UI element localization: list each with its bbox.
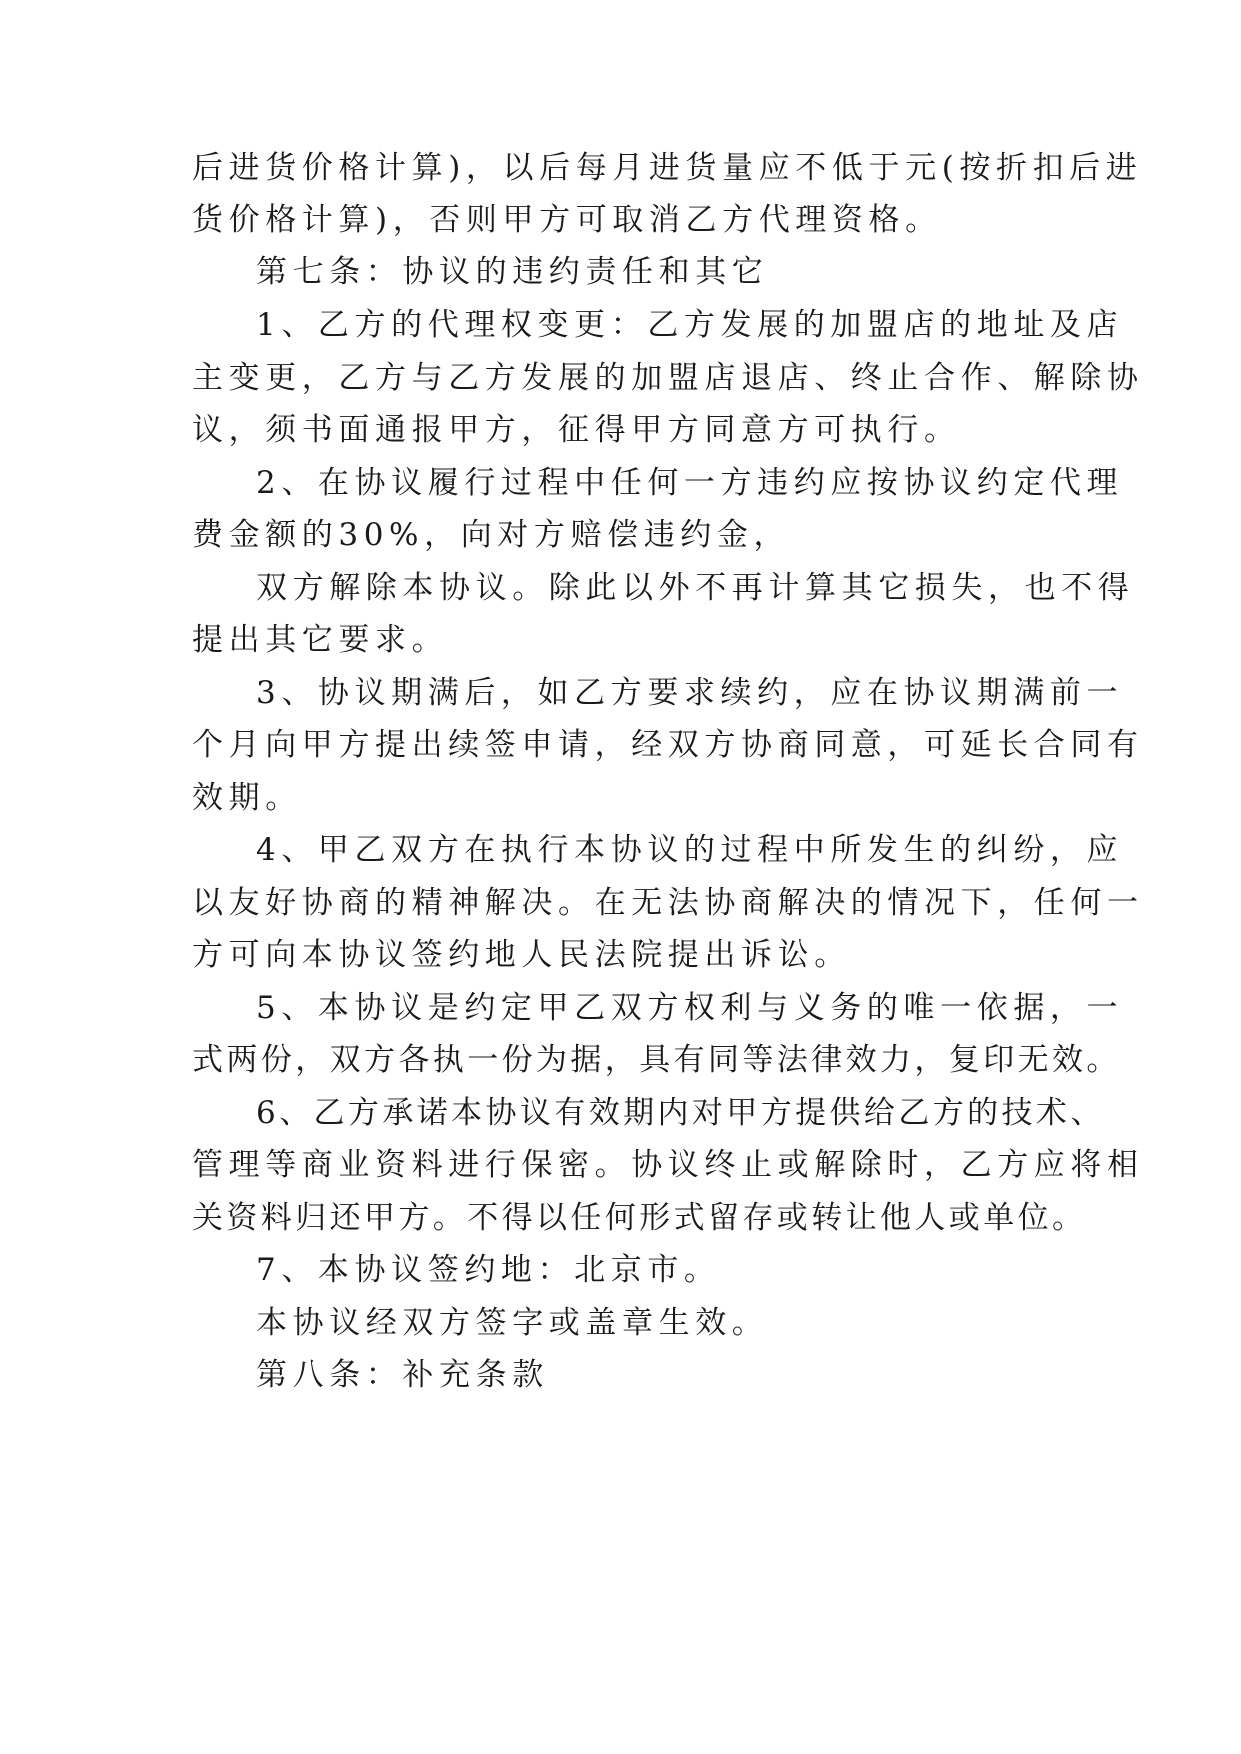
text-line: 6、乙方承诺本协议有效期内对甲方提供给乙方的技术、 bbox=[256, 1095, 1105, 1131]
text-line: 主变更，乙方与乙方发展的加盟店退店、终止合作、解除协 bbox=[192, 360, 1144, 396]
text-line: 个月向甲方提出续签申请，经双方协商同意，可延长合同有 bbox=[192, 727, 1144, 763]
text-line: 管理等商业资料进行保密。协议终止或解除时，乙方应将相 bbox=[192, 1147, 1144, 1183]
text-line: 方可向本协议签约地人民法院提出诉讼。 bbox=[192, 937, 851, 973]
text-line: 5、本协议是约定甲乙双方权利与义务的唯一依据，一 bbox=[256, 990, 1124, 1026]
text-line: 2、在协议履行过程中任何一方违约应按协议约定代理 bbox=[256, 465, 1124, 501]
text-line: 式两份，双方各执一份为据，具有同等法律效力，复印无效。 bbox=[192, 1042, 1121, 1078]
text-line: 效期。 bbox=[192, 780, 302, 816]
article-heading: 第七条：协议的违约责任和其它 bbox=[256, 254, 769, 290]
text-line: 费金额的30%，向对方赔偿违约金， bbox=[192, 517, 791, 553]
text-line: 3、协议期满后，如乙方要求续约，应在协议期满前一 bbox=[256, 675, 1124, 711]
text-line: 以友好协商的精神解决。在无法协商解决的情况下，任何一 bbox=[192, 885, 1144, 921]
text-line: 4、甲乙双方在执行本协议的过程中所发生的纠纷，应 bbox=[256, 832, 1124, 868]
text-line: 关资料归还甲方。不得以任何形式留存或转让他人或单位。 bbox=[192, 1200, 1087, 1236]
text-line: 双方解除本协议。除此以外不再计算其它损失，也不得 bbox=[256, 570, 1135, 606]
text-line: 本协议经双方签字或盖章生效。 bbox=[256, 1305, 769, 1341]
text-line: 1、乙方的代理权变更：乙方发展的加盟店的地址及店 bbox=[256, 307, 1124, 343]
article-heading: 第八条：补充条款 bbox=[256, 1357, 549, 1393]
text-line: 7、本协议签约地：北京市。 bbox=[256, 1252, 721, 1288]
text-line: 后进货价格计算)，以后每月进货量应不低于元(按折扣后进 bbox=[192, 150, 1143, 186]
text-line: 议，须书面通报甲方，征得甲方同意方可执行。 bbox=[192, 412, 961, 448]
text-line: 货价格计算)，否则甲方可取消乙方代理资格。 bbox=[192, 202, 942, 238]
text-line: 提出其它要求。 bbox=[192, 622, 449, 658]
